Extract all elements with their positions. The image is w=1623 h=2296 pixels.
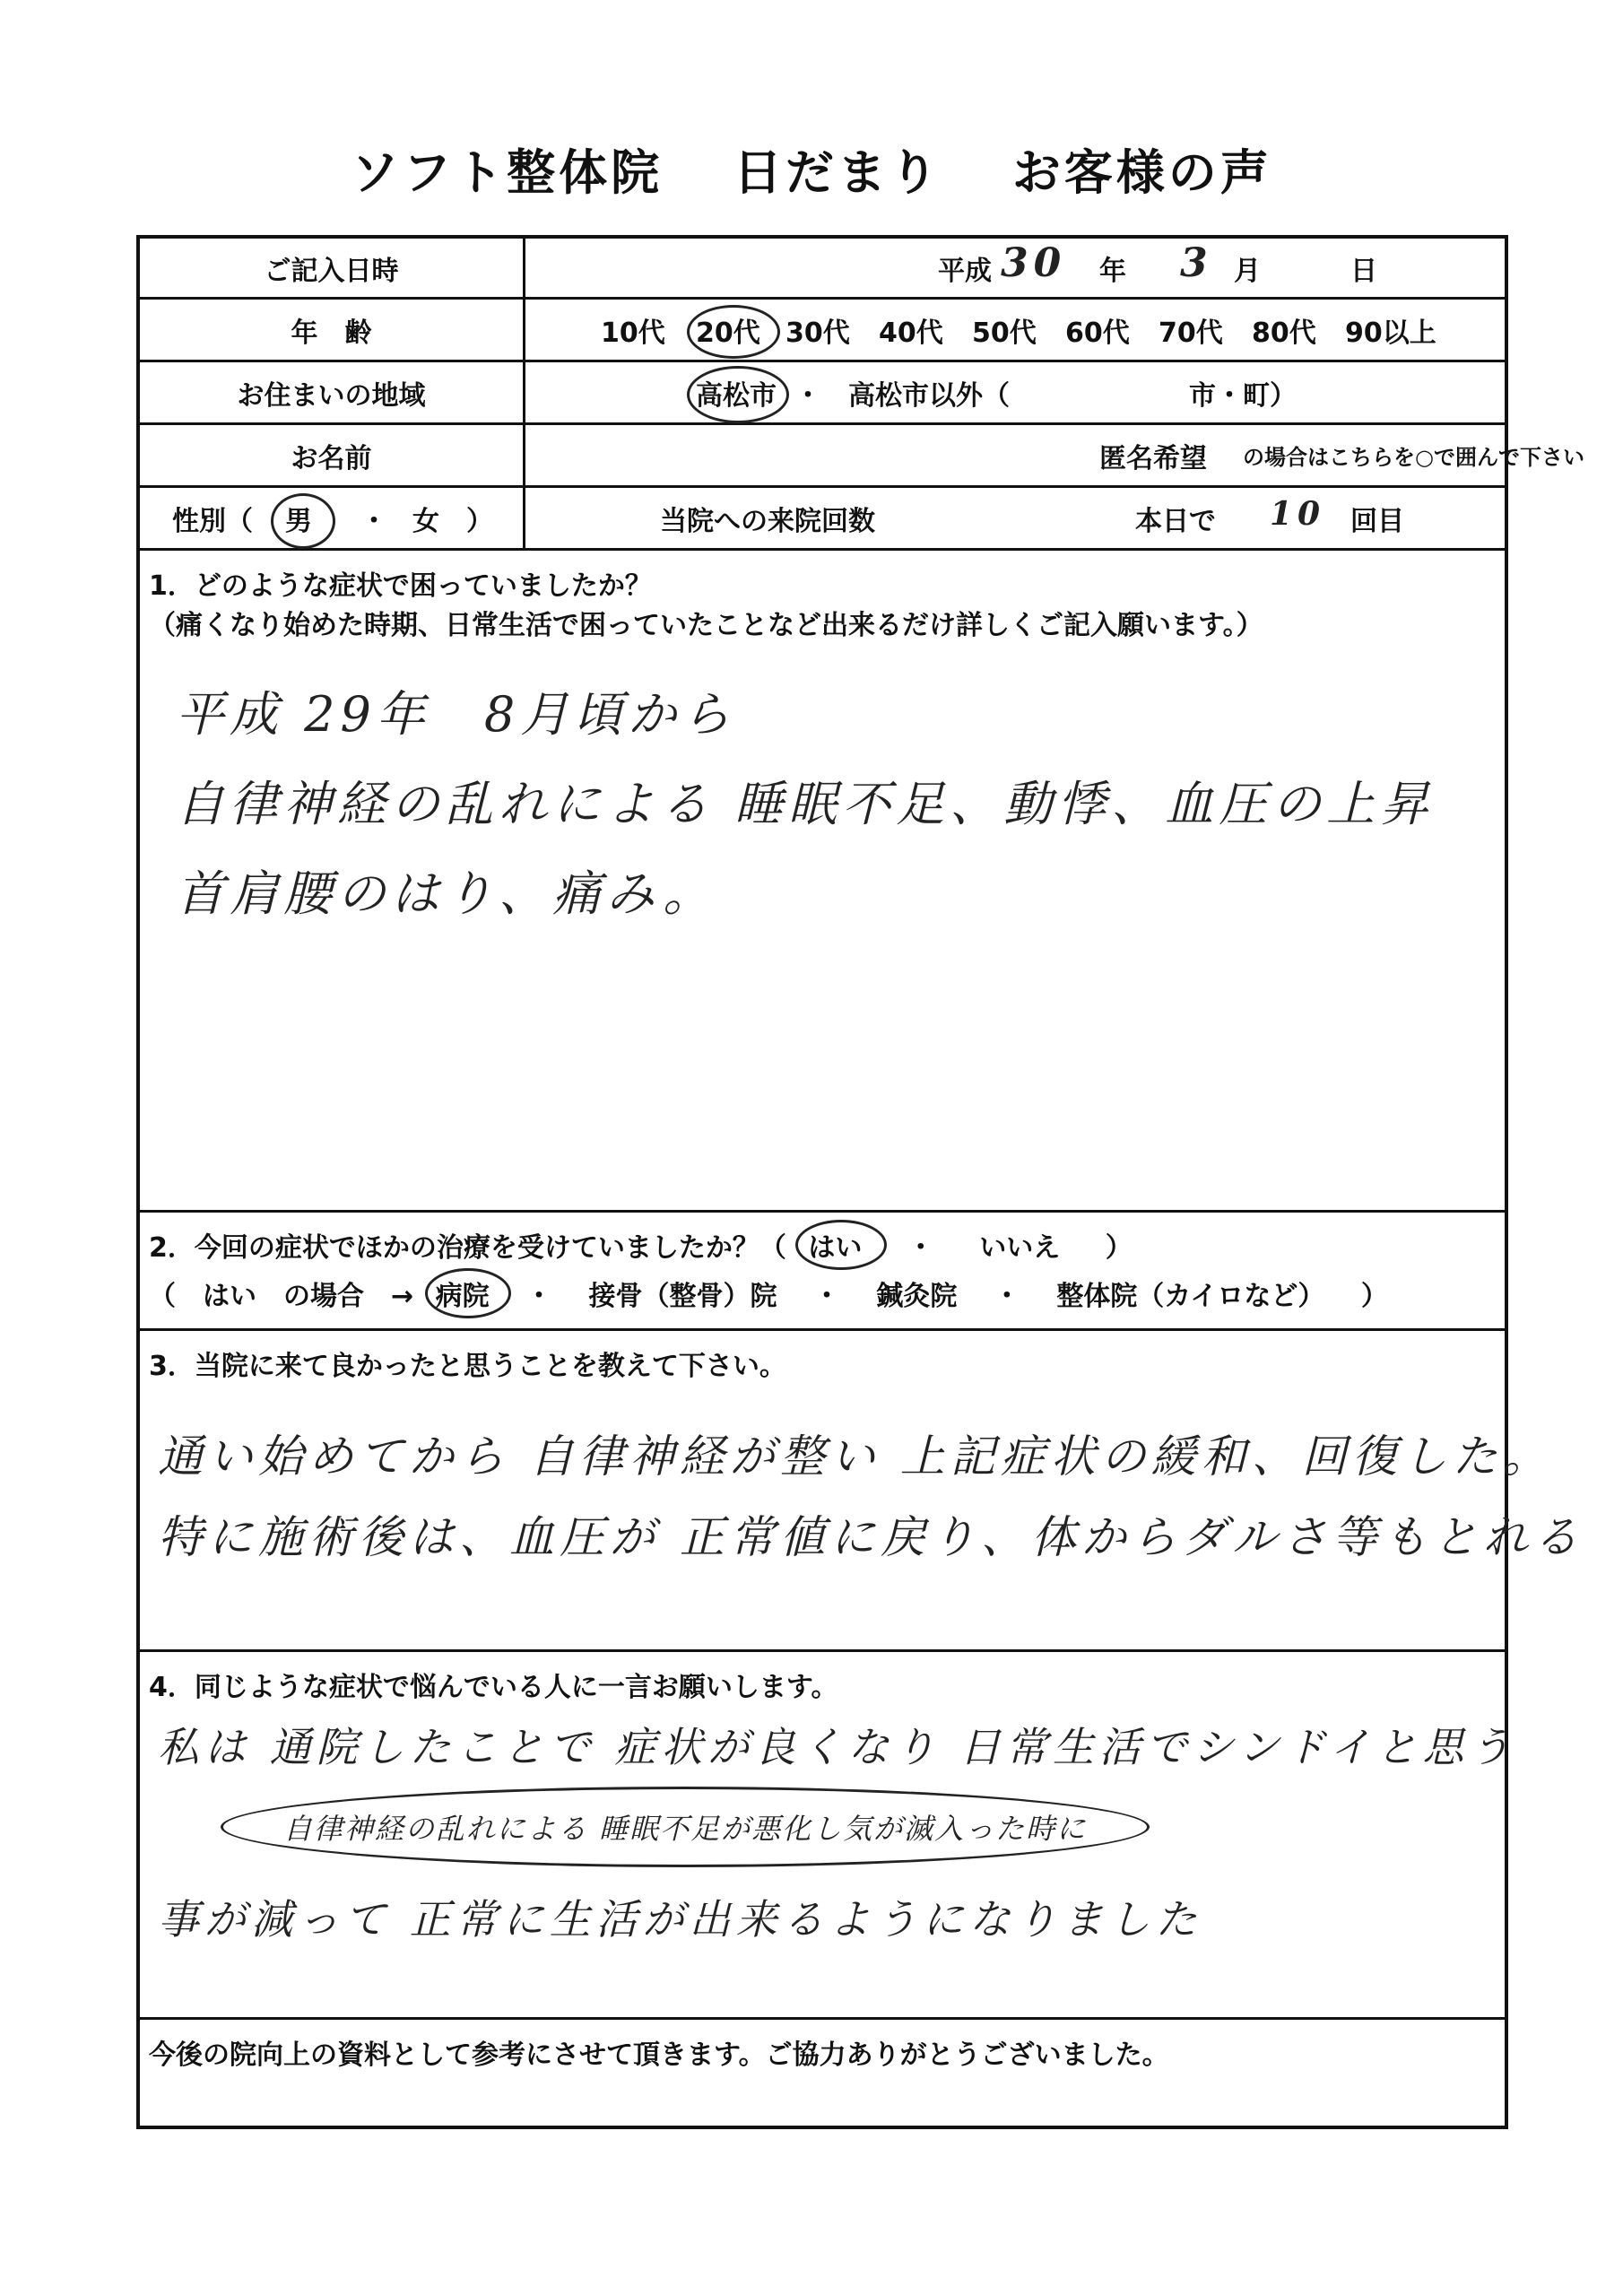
q2-sub-open: （ はい の場合 →: [149, 1281, 414, 1312]
month-unit: 月: [1234, 255, 1261, 287]
gender-selection-circle: [271, 493, 335, 549]
q2-place-hospital[interactable]: [436, 1274, 490, 1313]
q2-close: ）: [1105, 1232, 1133, 1264]
question-4-title: 4．同じような症状で悩んでいる人に一言お願いします。: [149, 1672, 838, 1703]
region-row: [140, 362, 1505, 425]
gender-label: 性別（: [172, 505, 253, 537]
region-other-unit: 市・町）: [1189, 379, 1297, 412]
question-3-title: 3．当院に来て良かったと思うことを教えて下さい。: [149, 1351, 786, 1382]
gender-visit-row: [140, 488, 1505, 551]
date-label: ご記入日時: [140, 239, 525, 297]
answer-1-line: 首肩腰のはり、痛み。: [176, 865, 717, 922]
age-option[interactable]: 80代: [1252, 317, 1316, 349]
q2-place-seitai[interactable]: 整体院（カイロなど）: [1056, 1281, 1325, 1312]
visit-count-handwritten: 10: [1270, 495, 1326, 533]
answer-4-balloon: [221, 1787, 1150, 1867]
q2-hospital-circle: [425, 1268, 511, 1318]
region-option-other[interactable]: 高松市以外（: [848, 379, 1010, 412]
age-option[interactable]: 90以上: [1345, 317, 1436, 349]
name-field[interactable]: [525, 425, 1584, 485]
survey-form: [136, 235, 1584, 2129]
q2-place-acupuncture[interactable]: 鍼灸院: [876, 1281, 958, 1312]
q2-yes-text: はい: [808, 1232, 863, 1264]
age-option[interactable]: 50代: [972, 317, 1037, 349]
question-2-section: [140, 1213, 1505, 1331]
question-1-subtitle: （痛くなり始めた時期、日常生活で困っていたことなど出来るだけ詳しくご記入願います。）: [149, 610, 1263, 641]
page-title: [0, 135, 1623, 204]
question-2-title: 2．今回の症状でほかの治療を受けていましたか？（: [149, 1232, 786, 1264]
visit-unit: 回目: [1350, 505, 1404, 537]
visit-field[interactable]: [525, 488, 1505, 548]
footer-section: [140, 2020, 1505, 2133]
footer-text: 今後の院向上の資料として参考にさせて頂きます。ご協力ありがとうございました。: [149, 2039, 1169, 2071]
answer-1-line: 自律神経の乱れによる 睡眠不足、動悸、血圧の上昇: [176, 776, 1435, 832]
age-option[interactable]: 70代: [1159, 317, 1223, 349]
question-2-subline: （ はい の場合 → 病院 ・ 接骨（整骨）院 ・ 鍼灸院 ・ 整体院（カイロなど） ）: [149, 1274, 1388, 1313]
q2-hospital-text: 病院: [435, 1281, 490, 1312]
year-unit: 年: [1099, 255, 1126, 287]
age-label: 年 齢: [140, 300, 525, 360]
age-option[interactable]: 40代: [879, 317, 943, 349]
question-4-section: [140, 1652, 1516, 2020]
name-label: お名前: [140, 425, 525, 485]
question-2-title-group: [149, 1225, 1133, 1265]
era-label: 平成: [938, 255, 992, 287]
name-row: [140, 425, 1584, 488]
q2-option-yes[interactable]: [808, 1225, 862, 1265]
visit-count-label: 当院への来院回数: [660, 505, 875, 537]
gender-close: ）: [466, 505, 493, 537]
question-3-section: [140, 1331, 1584, 1652]
answer-4-balloon-text: 自律神経の乱れによる 睡眠不足が悪化し気が滅入った時に: [282, 1812, 1088, 1846]
region-option-takamatsu[interactable]: 高松市: [696, 379, 777, 412]
q2-option-no[interactable]: いいえ: [979, 1232, 1061, 1264]
answer-1-line: 平成 29年 8月頃から: [176, 686, 736, 743]
date-row: [140, 239, 1505, 300]
form-name: お客様の声: [1011, 144, 1272, 201]
q2-sub-close: ）: [1360, 1281, 1388, 1312]
answer-4-line: 私は 通院したことで 症状が良くなり 日常生活でシンドイと思う: [158, 1723, 1516, 1771]
clinic-name: 日だまり: [733, 144, 942, 201]
age-option[interactable]: 10代: [601, 317, 665, 349]
gender-field[interactable]: [140, 488, 525, 548]
age-options[interactable]: [525, 300, 1505, 360]
clinic-type: ソフト整体院: [351, 144, 664, 201]
answer-3-line: 特に施術後は、血圧が 正常値に戻り、体からダルさ等もとれる: [158, 1511, 1584, 1563]
age-option-selected[interactable]: 20代: [696, 317, 760, 349]
age-row: [140, 300, 1505, 362]
day-unit: 日: [1350, 255, 1377, 287]
q2-place-bonesetter[interactable]: 接骨（整骨）院: [588, 1281, 777, 1312]
region-selection-circle: [687, 366, 789, 423]
region-separator: ・: [794, 379, 821, 412]
answer-4-line: 事が減って 正常に生活が出来るようになりました: [158, 1895, 1202, 1944]
age-selection-circle: [687, 305, 780, 359]
q2-separator: ・: [907, 1232, 934, 1264]
date-field[interactable]: [525, 239, 1505, 297]
gender-option-male[interactable]: 男: [285, 505, 312, 537]
today-label: 本日で: [1135, 505, 1216, 537]
q2-yes-circle: [795, 1220, 887, 1270]
age-option[interactable]: 30代: [785, 317, 850, 349]
question-1-title: 1．どのような症状で困っていましたか？: [149, 570, 652, 602]
year-handwritten: 30: [1001, 240, 1067, 286]
gender-separator: ・: [360, 505, 387, 537]
region-options[interactable]: [525, 362, 1505, 422]
anonymous-note: の場合はこちらを○で囲んで下さい: [1243, 445, 1584, 470]
age-option[interactable]: 60代: [1065, 317, 1130, 349]
month-handwritten: 3: [1180, 240, 1213, 286]
region-label: お住まいの地域: [140, 362, 525, 422]
anonymous-option[interactable]: 匿名希望: [1099, 442, 1207, 474]
question-1-section: [140, 551, 1505, 1213]
gender-option-female[interactable]: 女: [412, 505, 439, 537]
answer-3-line: 通い始めてから 自律神経が整い 上記症状の緩和、回復した。: [158, 1431, 1553, 1483]
